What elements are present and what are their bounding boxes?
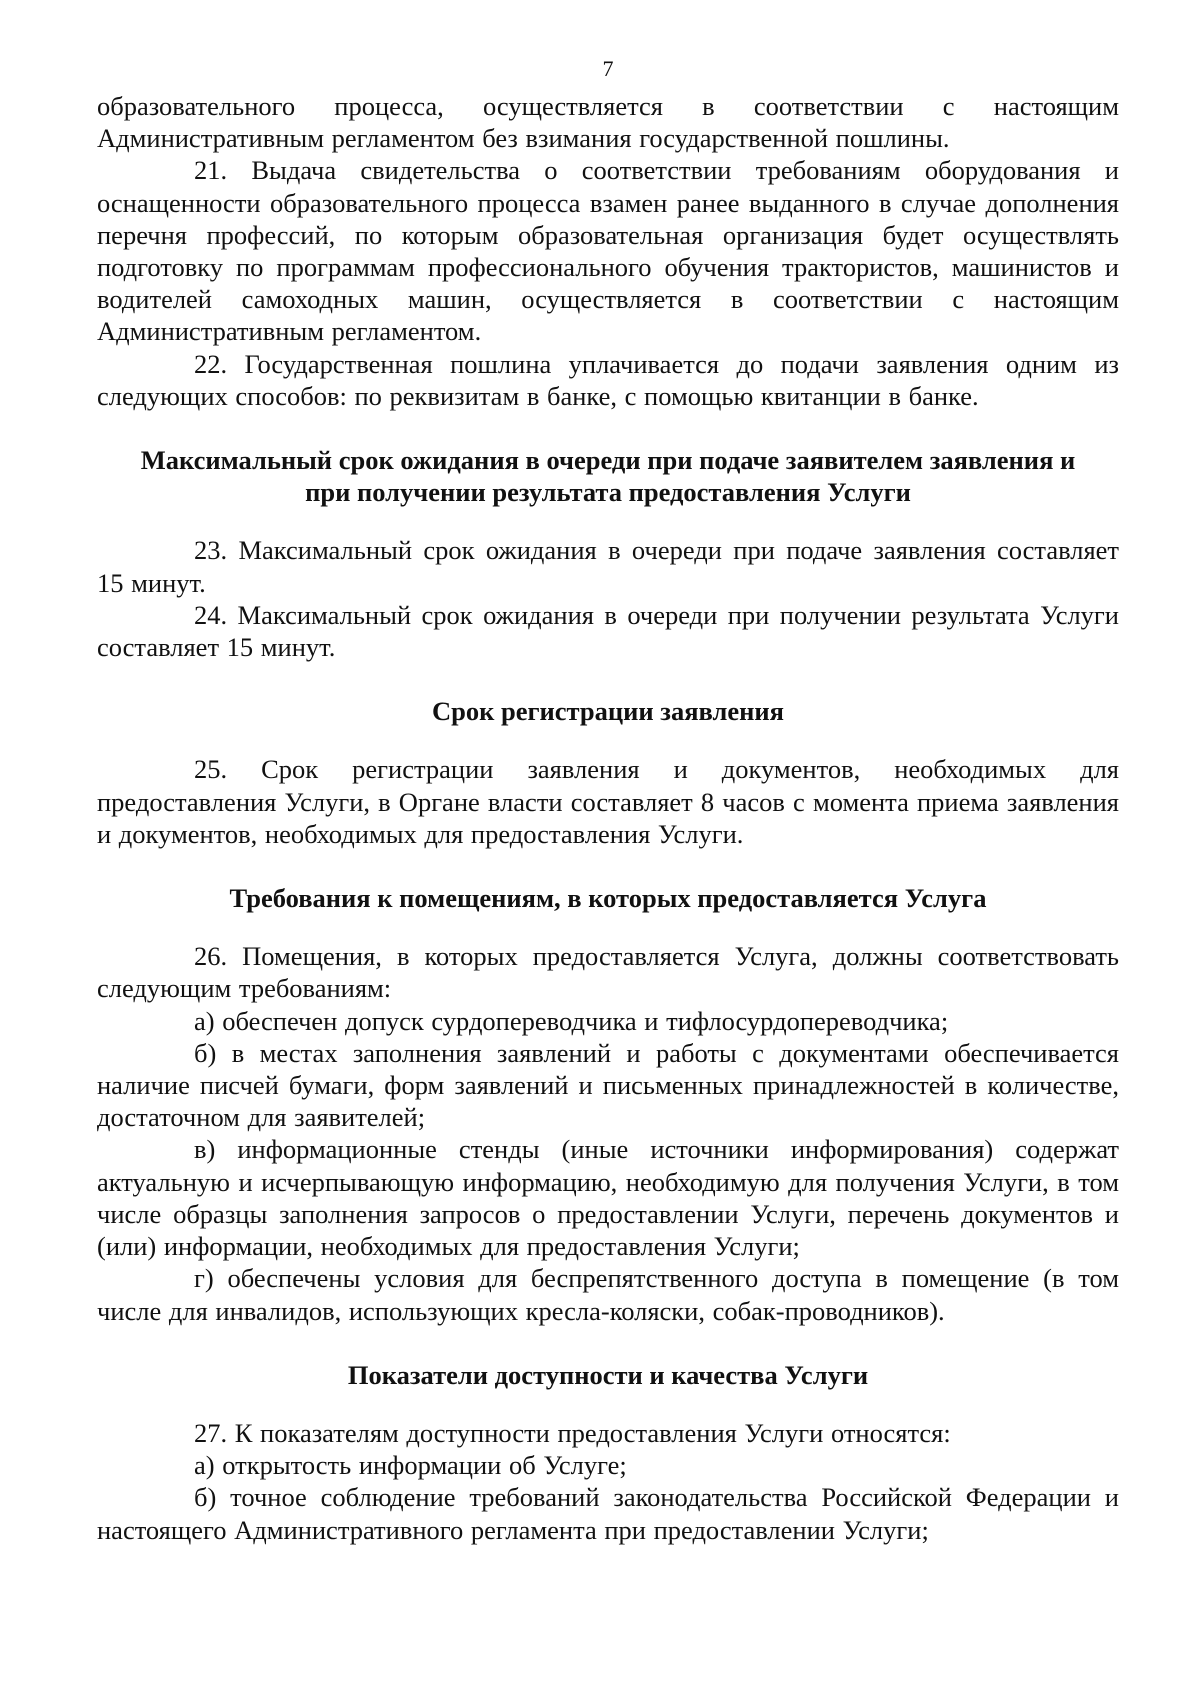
paragraph: г) обеспечены условия для беспрепятственного доступа в помещение (в том числе для инвалидов, использующих кресла-коляски, собак-проводников).: [97, 1263, 1119, 1326]
paragraph: б) точное соблюдение требований законодательства Российской Федерации и настоящего Административного регламента при предоставлении Услуги;: [97, 1482, 1119, 1545]
document-body: [97, 90, 1119, 1546]
section-heading-line: при получении результата предоставления Услуги: [305, 477, 911, 508]
section-gap: [97, 1391, 1119, 1417]
paragraph: а) обеспечен допуск сурдопереводчика и тифлосурдопереводчика;: [194, 1005, 949, 1036]
paragraph: образовательного процесса, осуществляется в соответствии с настоящим Административным регламентом без взимания государственной пошлины.: [97, 91, 1119, 154]
section-heading: [97, 444, 1119, 508]
section-gap: [97, 508, 1119, 534]
paragraph: 27. К показателям доступности предоставления Услуги относятся:: [194, 1417, 951, 1448]
section-gap: [97, 1327, 1119, 1359]
paragraph: 26. Помещения, в которых предоставляется Услуга, должны соответствовать следующим требованиям:: [97, 941, 1119, 1004]
paragraph: 21. Выдача свидетельства о соответствии требованиям оборудования и оснащенности образовательного процесса взамен ранее выданного в случае дополнения перечня профессий, по которым образовательная организация будет осуществлять подготовку по программам профессионального обучения трактористов, машинистов и водителей самоходных машин, осуществляется в соответствии с настоящим Административным регламентом.: [97, 155, 1119, 347]
section-gap: [97, 914, 1119, 940]
section-heading-line: Максимальный срок ожидания в очереди при подаче заявителем заявления и: [140, 445, 1076, 476]
section-heading-line: Срок регистрации заявления: [431, 696, 785, 727]
section-gap: [97, 727, 1119, 753]
paragraph: 22. Государственная пошлина уплачивается до подачи заявления одним из следующих способов: по реквизитам в банке, с помощью квитанции в банке.: [97, 348, 1119, 411]
page-number: 7: [602, 56, 614, 81]
paragraph: в) информационные стенды (иные источники информирования) содержат актуальную и исчерпывающую информацию, необходимую для получения Услуги, в том числе образцы заполнения запросов о предоставлении Услуги, перечень документов и (или) информации, необходимых для предоставления Услуги;: [97, 1134, 1119, 1262]
section-heading: [97, 695, 1119, 727]
section-heading: [97, 882, 1119, 914]
section-heading: [97, 1359, 1119, 1391]
document-page: [97, 56, 1119, 1546]
paragraph: б) в местах заполнения заявлений и работы с документами обеспечивается наличие писчей бумаги, форм заявлений и письменных принадлежностей в количестве, достаточном для заявителей;: [97, 1037, 1119, 1133]
paragraph: 25. Срок регистрации заявления и документов, необходимых для предоставления Услуги, в Органе власти составляет 8 часов с момента приема заявления и документов, необходимых для предоставления Услуги.: [97, 754, 1119, 849]
paragraph: 23. Максимальный срок ожидания в очереди при подаче заявления составляет 15 минут.: [97, 535, 1119, 598]
paragraph: а) открытость информации об Услуге;: [194, 1450, 627, 1481]
section-gap: [97, 663, 1119, 695]
section-gap: [97, 850, 1119, 882]
paragraph: 24. Максимальный срок ожидания в очереди при получении результата Услуги составляет 15 минут.: [97, 599, 1119, 663]
section-heading-line: Показатели доступности и качества Услуги: [347, 1359, 869, 1390]
section-gap: [97, 412, 1119, 444]
section-heading-line: Требования к помещениям, в которых предоставляется Услуга: [229, 883, 987, 914]
